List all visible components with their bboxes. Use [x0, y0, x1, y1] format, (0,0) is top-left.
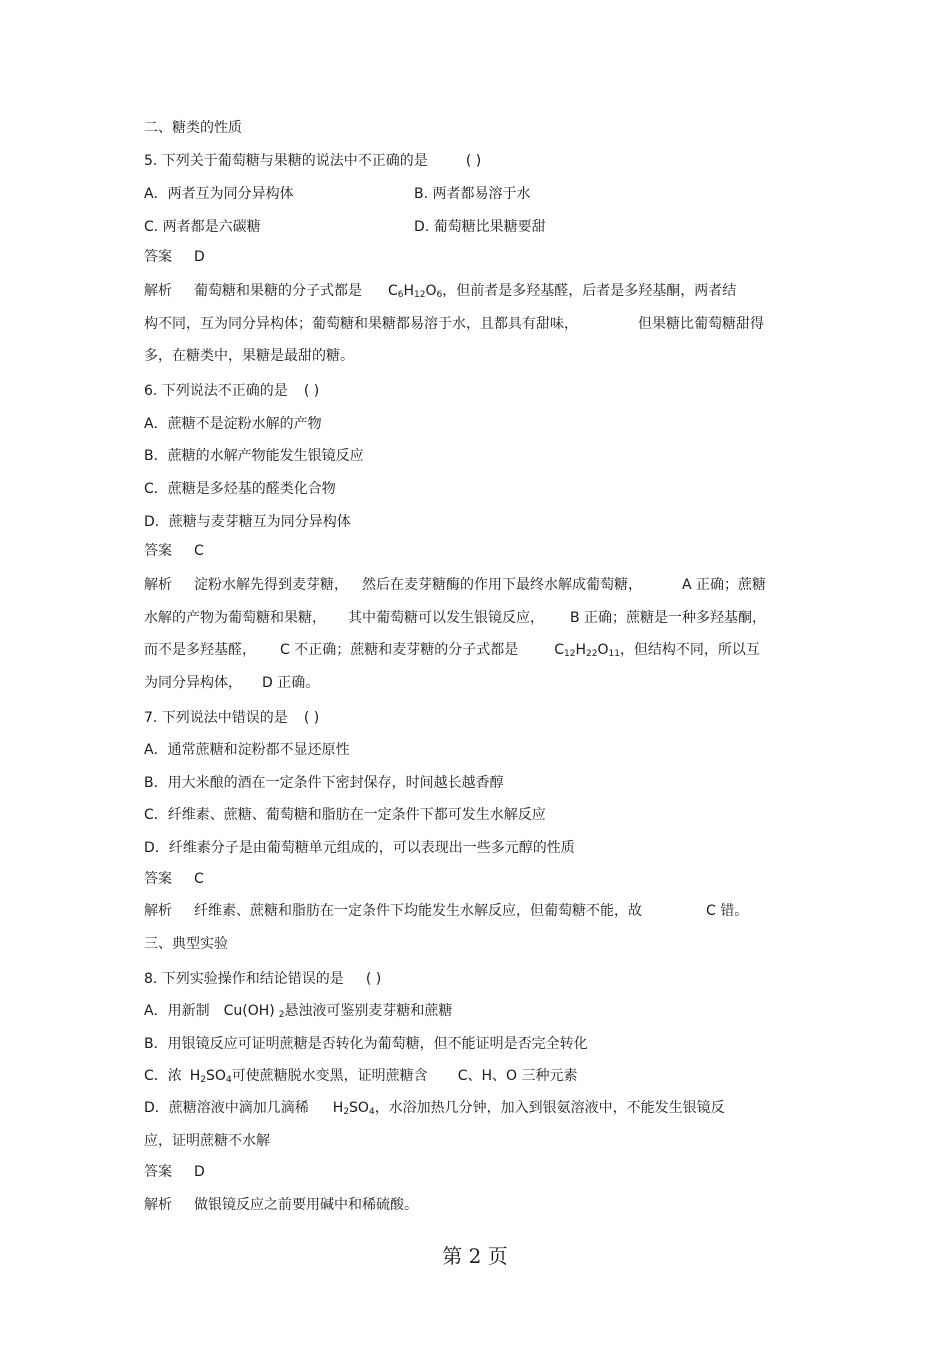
question-8-option-a: A．用新制 Cu(OH) $_2$悬浊液可鉴别麦芽糖和蔗糖: [144, 1003, 453, 1020]
question-8-analysis: 解析 做银镜反应之前要用碱中和稀硫酸。: [144, 1197, 418, 1213]
question-6-stem: 6. 下列说法不正确的是 ( ): [144, 383, 320, 399]
answer-paren: ( ): [303, 710, 320, 726]
page-number: 第 2 页: [442, 1244, 508, 1268]
question-6-analysis-line1: 解析 淀粉水解先得到麦芽糖， 然后在麦芽糖酶的作用下最终水解成葡萄糖， A 正确；蔗糖: [144, 577, 767, 593]
answer-paren: ( ): [365, 971, 382, 987]
question-6-option-b: B．蔗糖的水解产物能发生银镜反应: [144, 448, 364, 464]
question-6-analysis-line2: 水解的产物为葡萄糖和果糖， 其中葡萄糖可以发生银镜反应， B 正确；蔗糖是一种多羟基酮，: [144, 610, 767, 626]
question-6-option-c: C．蔗糖是多烃基的醛类化合物: [144, 481, 336, 497]
question-6-analysis-line3: 而不是多羟基醛， C 不正确；蔗糖和麦芽糖的分子式都是 $C_{12}H_{22}O_{11}$，但结构不同，所以互: [144, 642, 760, 659]
question-8-option-b: B．用银镜反应可证明蔗糖是否转化为葡萄糖，但不能证明是否完全转化: [144, 1036, 588, 1052]
answer-paren: ( ): [303, 383, 320, 399]
option-c: C. 两者都是六碳糖: [144, 219, 261, 235]
question-8-stem: 8. 下列实验操作和结论错误的是 ( ): [144, 971, 382, 987]
formula-h2so4: $H_2SO_4$: [332, 1100, 375, 1117]
option-a: A．两者互为同分异构体: [144, 186, 294, 202]
question-7-option-b: B．用大米酿的酒在一定条件下密封保存，时间越长越香醇: [144, 775, 504, 791]
question-5-options-row2: [144, 217, 546, 237]
formula-c6h12o6: $C_6H_{12}O_6$: [388, 283, 443, 300]
question-5-answer: 答案 D: [144, 249, 205, 265]
question-5-analysis-line2: 构不同，互为同分异构体；葡萄糖和果糖都易溶于水，且都具有甜味， 但果糖比葡萄糖甜得: [144, 316, 764, 332]
question-8-answer: 答案 D: [144, 1164, 205, 1180]
question-8-option-d-line1: D．蔗糖溶液中滴加几滴稀 $H_2SO_4$，水浴加热几分钟，加入到银氨溶液中，不能发生银镜反: [144, 1100, 725, 1117]
question-7-option-c: C．纤维素、蔗糖、葡萄糖和脂肪在一定条件下都可发生水解反应: [144, 807, 546, 823]
question-8-option-d-line2: 应，证明蔗糖不水解: [144, 1133, 270, 1149]
question-5-analysis-line1: 解析 葡萄糖和果糖的分子式都是 $C_6H_{12}O_6$，但前者是多羟基醛，后者是多羟基酮，两者结: [144, 283, 737, 300]
question-8-option-c: C．浓 $H_2SO_4$可使蔗糖脱水变黑，证明蔗糖含 C、H、O 三种元素: [144, 1068, 578, 1085]
question-6-answer: 答案 C: [144, 543, 204, 559]
option-b: B. 两者都易溶于水: [414, 186, 531, 202]
question-6-option-a: A．蔗糖不是淀粉水解的产物: [144, 416, 322, 432]
question-7-option-d: D．纤维素分子是由葡萄糖单元组成的，可以表现出一些多元醇的性质: [144, 840, 575, 856]
formula-cu-oh-2: Cu(OH) $_2$: [223, 1003, 285, 1020]
question-7-stem: 7. 下列说法中错误的是 ( ): [144, 710, 320, 726]
section-heading-sugar-properties: 二、糖类的性质: [144, 120, 242, 136]
question-7-answer: 答案 C: [144, 871, 204, 887]
question-6-analysis-line4: 为同分异构体， D 正确。: [144, 675, 320, 691]
question-5-stem: 5. 下列关于葡萄糖与果糖的说法中不正确的是 ( ): [144, 153, 482, 169]
question-5-analysis-line3: 多，在糖类中，果糖是最甜的糖。: [144, 348, 354, 364]
formula-c12h22o11: $C_{12}H_{22}O_{11}$: [554, 642, 620, 659]
question-7-option-a: A．通常蔗糖和淀粉都不显还原性: [144, 742, 350, 758]
option-d: D. 葡萄糖比果糖要甜: [414, 219, 546, 235]
question-6-option-d: D．蔗糖与麦芽糖互为同分异构体: [144, 514, 351, 530]
section-heading-typical-experiments: 三、典型实验: [144, 936, 228, 952]
answer-paren: ( ): [465, 153, 482, 169]
question-5-options-row1: [144, 184, 531, 204]
formula-h2so4: $H_2SO_4$: [189, 1068, 232, 1085]
question-7-analysis-line1: 解析 纤维素、蔗糖和脂肪在一定条件下均能发生水解反应，但葡萄糖不能，故 C 错。: [144, 903, 749, 919]
